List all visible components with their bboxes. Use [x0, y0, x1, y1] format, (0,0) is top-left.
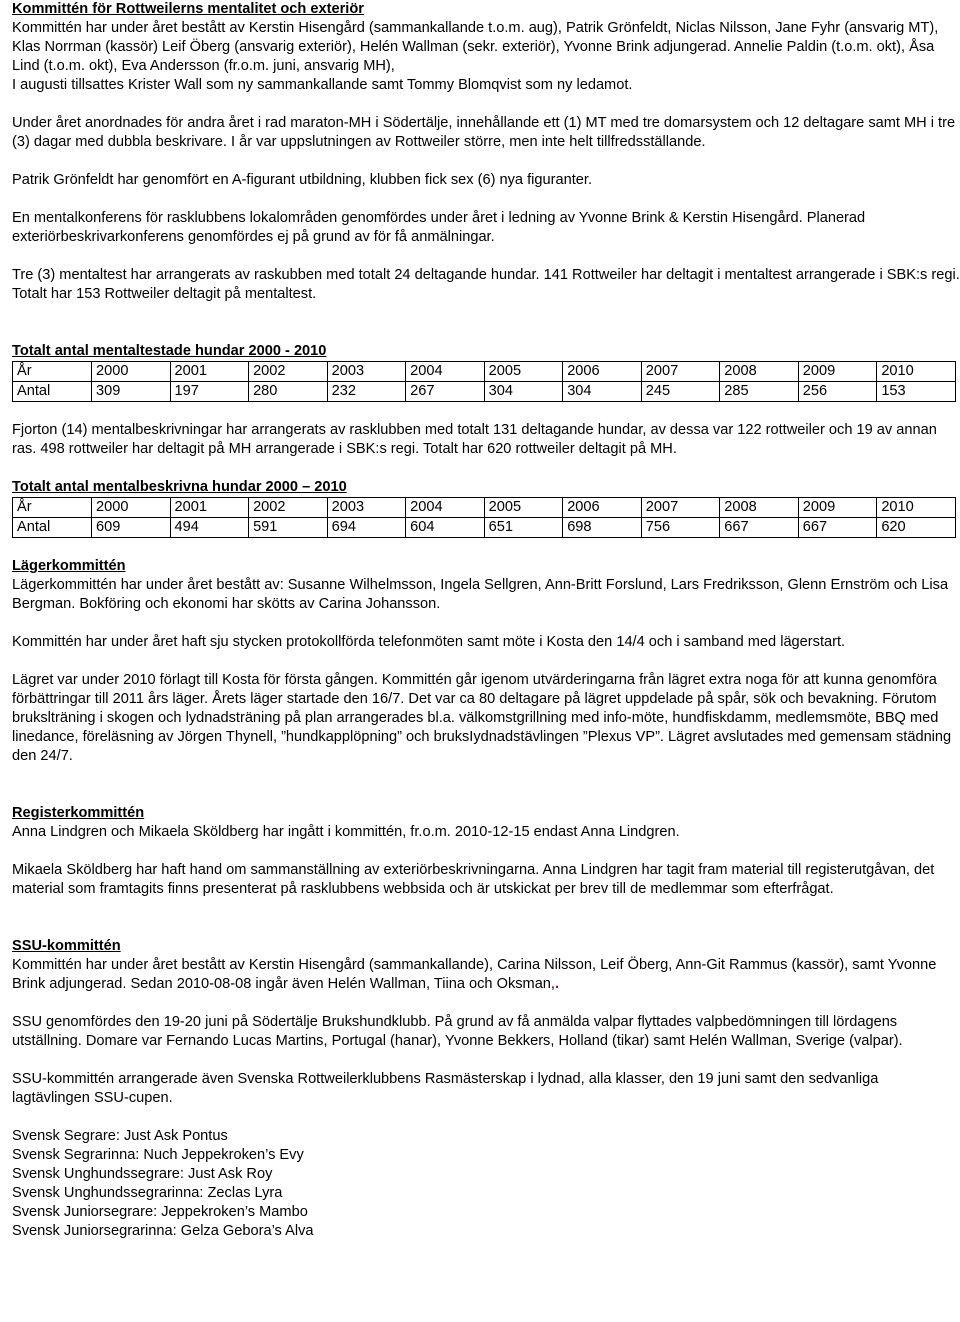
- section-heading-ssu: SSU-kommittén: [12, 938, 121, 954]
- paragraph-lager-kosta: Lägret var under 2010 förlagt till Kosta för första gången. Kommittén går igenom utvärderingarna från lägret extra noga för att kunna genomföra förbättringar till 2011 års läger. Årets läger startade den 16/7. Det var ca 80 deltagare på lägret uppdelade på spår, sök och bevakning. Förutom brukslträning i skogen och lydnadsträning på plan arrangerades bl.a. välkomstgrillning med info-möte, hundfiskdamm, medlemsmöte, BBQ med linedance, föreläsning av Jörgen Thynell, ”hundkapplöpning” och bruksIydnadstävlingen ”Plexus VP”. Lägret avslutades med gemensam städning den 24/7.: [12, 672, 952, 764]
- paragraph-new-chair: I augusti tillsattes Krister Wall som ny sammankallande samt Tommy Blomqvist som ny ledamot.: [12, 77, 633, 93]
- table-title-mentalbeskrivna: Totalt antal mentalbeskrivna hundar 2000 – 2010: [12, 479, 347, 495]
- year-cell: 2007: [641, 362, 720, 382]
- year-cell: 2000: [92, 362, 171, 382]
- table-row-counts: [13, 382, 956, 402]
- ssu-members-mark: .: [554, 976, 560, 992]
- count-cell: 620: [877, 518, 956, 538]
- list-item: Svensk Juniorsegrarinna: Gelza Gebora’s Alva: [12, 1223, 314, 1239]
- mentalbeskrivning-table: [12, 497, 956, 538]
- count-cell: 232: [327, 382, 406, 402]
- paragraph-register-work: Mikaela Sköldberg har haft hand om sammanställning av exteriörbeskrivningarna. Anna Lindgren har tagit fram material till registerutgåvan, det material som framtagits finns presenterat på rasklubbens webbsida och är utskickat per brev till de medlemmar som efterfrågat.: [12, 862, 935, 897]
- year-cell: 2010: [877, 498, 956, 518]
- count-cell: 667: [798, 518, 877, 538]
- year-cell: 2000: [92, 498, 171, 518]
- ssu-section: [12, 937, 960, 1241]
- count-cell: 267: [406, 382, 485, 402]
- list-item: Svensk Segrare: Just Ask Pontus: [12, 1128, 228, 1144]
- paragraph-mentalkonferens: En mentalkonferens för rasklubbens lokalområden genomfördes under året i ledning av Yvonne Brink & Kerstin Hisengård. Planerad exteriörbeskrivarkonferens genomfördes ej på grund av för få anmälningar.: [12, 210, 866, 245]
- year-cell: 2005: [484, 498, 563, 518]
- year-cell: 2004: [406, 362, 485, 382]
- year-cell: 2009: [798, 498, 877, 518]
- count-cell: 694: [327, 518, 406, 538]
- count-cell: 197: [170, 382, 249, 402]
- count-cell: 309: [92, 382, 171, 402]
- count-cell: 604: [406, 518, 485, 538]
- year-cell: 2003: [327, 362, 406, 382]
- count-cell: 280: [249, 382, 328, 402]
- paragraph-ssu-rasmasterskap: SSU-kommittén arrangerade även Svenska Rottweilerklubbens Rasmästerskap i lydnad, alla klasser, den 19 juni samt den sedvanliga lagtävlingen SSU-cupen.: [12, 1071, 879, 1106]
- year-cell: 2001: [170, 362, 249, 382]
- list-item: Svensk Unghundssegrare: Just Ask Roy: [12, 1166, 273, 1182]
- count-cell: 245: [641, 382, 720, 402]
- mentalitet-section: [12, 0, 960, 304]
- table-row-counts: [13, 518, 956, 538]
- count-cell: 304: [484, 382, 563, 402]
- count-cell: 756: [641, 518, 720, 538]
- row-label-year: År: [13, 362, 92, 382]
- row-label-count: Antal: [13, 518, 92, 538]
- paragraph-lager-meetings: Kommittén har under året haft sju stycken protokollförda telefonmöten samt möte i Kosta den 14/4 och i samband med lägerstart.: [12, 634, 846, 650]
- count-cell: 651: [484, 518, 563, 538]
- year-cell: 2006: [563, 362, 642, 382]
- paragraph-mentalbeskrivningar: Fjorton (14) mentalbeskrivningar har arrangerats av rasklubben med totalt 131 deltagande hundar, av dessa var 122 rottweiler och 19 av annan ras. 498 rottweiler har deltagit på MH arrangerade i SBK:s regi. Totalt har 620 rottweiler deltagit på MH.: [12, 422, 937, 457]
- year-cell: 2009: [798, 362, 877, 382]
- list-item: Svensk Juniorsegrare: Jeppekroken’s Mambo: [12, 1204, 308, 1220]
- winners-list: [12, 1127, 960, 1241]
- year-cell: 2010: [877, 362, 956, 382]
- paragraph-maraton-mh: Under året anordnades för andra året i rad maraton-MH i Södertälje, innehållande ett (1) MT med tre domarsystem och 12 deltagare samt MH i tre (3) dagar med dubbla beskrivare. I år var uppslutningen av Rottweiler större, men inte helt tillfredsställande.: [12, 115, 956, 150]
- count-cell: 698: [563, 518, 642, 538]
- paragraph-figurant: Patrik Grönfeldt har genomfört en A-figurant utbildning, klubben fick sex (6) nya figuranter.: [12, 172, 593, 188]
- paragraph-members: Kommittén har under året bestått av Kerstin Hisengård (sammankallande t.o.m. aug), Patrik Grönfeldt, Niclas Nilsson, Jane Fyhr (ansvarig MT), Klas Norrman (kassör) Leif Öberg (ansvarig exteriör), Helén Wallman (sekr. exteriör), Yvonne Brink adjungerad. Annelie Paldin (t.o.m. okt), Åsa Lind (t.o.m. okt), Eva Andersson (fr.o.m. juni, ansvarig MH),: [12, 20, 939, 74]
- count-cell: 667: [720, 518, 799, 538]
- year-cell: 2007: [641, 498, 720, 518]
- paragraph-register-members: Anna Lindgren och Mikaela Sköldberg har ingått i kommittén, fr.o.m. 2010-12-15 endast Anna Lindgren.: [12, 824, 680, 840]
- register-section: [12, 804, 960, 899]
- paragraph-lager-members: Lägerkommittén har under året bestått av: Susanne Wilhelmsson, Ingela Sellgren, Ann-Britt Forslund, Lars Fredriksson, Glenn Ernström och Lisa Bergman. Bokföring och ekonomi har skötts av Carina Johansson.: [12, 577, 949, 612]
- year-cell: 2008: [720, 498, 799, 518]
- year-cell: 2004: [406, 498, 485, 518]
- section-heading-register: Registerkommittén: [12, 805, 145, 821]
- table-row-years: [13, 362, 956, 382]
- paragraph-ssu-members: [12, 956, 960, 994]
- list-item: Svensk Segrarinna: Nuch Jeppekroken’s Evy: [12, 1147, 304, 1163]
- year-cell: 2005: [484, 362, 563, 382]
- lager-section: [12, 557, 960, 766]
- row-label-year: År: [13, 498, 92, 518]
- count-cell: 494: [170, 518, 249, 538]
- row-label-count: Antal: [13, 382, 92, 402]
- year-cell: 2003: [327, 498, 406, 518]
- paragraph-ssu-event: SSU genomfördes den 19-20 juni på Södertälje Brukshundklubb. På grund av få anmälda valpar flyttades valpbedömningen till lördagens utställning. Domare var Fernando Lucas Martins, Portugal (hanar), Yvonne Bekkers, Holland (tikar) samt Helén Wallman, Sverige (valpar).: [12, 1014, 903, 1049]
- mentalbeskrivning-table-section: [12, 478, 960, 538]
- year-cell: 2006: [563, 498, 642, 518]
- year-cell: 2002: [249, 362, 328, 382]
- count-cell: 153: [877, 382, 956, 402]
- section-heading-lager: Lägerkommittén: [12, 558, 126, 574]
- count-cell: 304: [563, 382, 642, 402]
- list-item: Svensk Unghundssegrarinna: Zeclas Lyra: [12, 1185, 283, 1201]
- table-row-years: [13, 498, 956, 518]
- count-cell: 256: [798, 382, 877, 402]
- mentaltest-table-section: [12, 342, 960, 402]
- ssu-members-text: Kommittén har under året bestått av Kerstin Hisengård (sammankallande), Carina Nilsson, Leif Öberg, Ann-Git Rammus (kassör), samt Yvonne Brink adjungerad. Sedan 2010-08-08 ingår även Helén Wallman, Tiina och Oksman,: [12, 957, 937, 992]
- year-cell: 2002: [249, 498, 328, 518]
- paragraph-mentaltest: Tre (3) mentaltest har arrangerats av raskubben med totalt 24 deltagande hundar. 141 Rottweiler har deltagit i mentaltest arrangerade i SBK:s regi. Totalt har 153 Rottweiler deltagit på mentaltest.: [12, 267, 960, 302]
- year-cell: 2001: [170, 498, 249, 518]
- mentaltest-table: [12, 361, 956, 402]
- table-title-mentaltestade: Totalt antal mentaltestade hundar 2000 - 2010: [12, 343, 327, 359]
- count-cell: 285: [720, 382, 799, 402]
- count-cell: 609: [92, 518, 171, 538]
- year-cell: 2008: [720, 362, 799, 382]
- section-heading-mentalitet: Kommittén för Rottweilerns mentalitet och exteriör: [12, 1, 364, 17]
- count-cell: 591: [249, 518, 328, 538]
